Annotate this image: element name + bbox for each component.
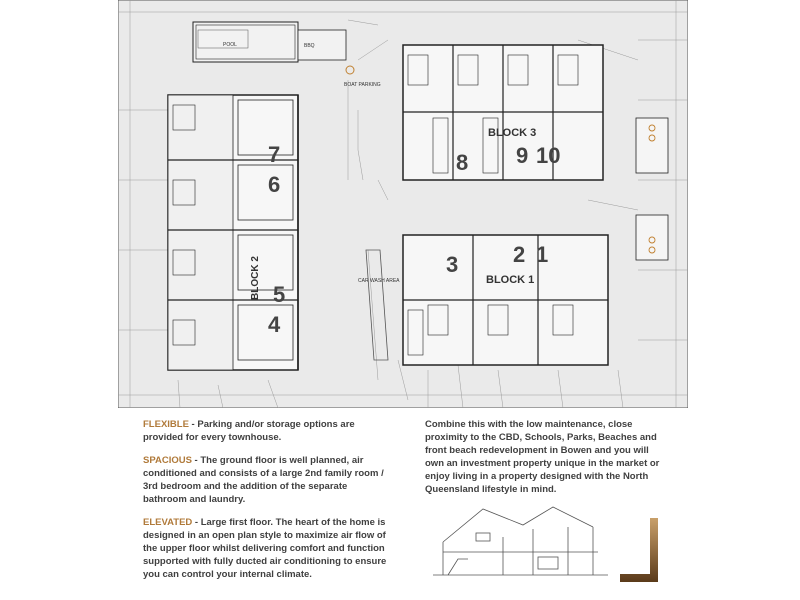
summary-text: Combine this with the low maintenance, close proximity to the CBD, Schools, Parks, Beaches and front beach redevelopment in Bowen and you will own an investment property unique in the market or enjoy living in a property designed with the North Queensland lifestyle in mind. — [425, 419, 660, 495]
pool-label: POOL — [223, 42, 237, 48]
feature-keyword: ELEVATED — [143, 517, 193, 528]
block-1-label: BLOCK 1 — [486, 274, 535, 286]
feature-text: - Parking and/or storage options are provided for every townhouse. — [143, 419, 355, 443]
unit-7: 7 — [268, 142, 281, 167]
bbq-label: BBQ — [304, 43, 315, 49]
feature-spacious — [143, 454, 388, 506]
feature-text: - The ground floor is well planned, air conditioned and consists of a large 2nd family room / 3rd bedroom and the addition of the separate bathroom and laundry. — [143, 455, 384, 505]
block-2-label: BLOCK 2 — [250, 256, 261, 300]
building-section-drawing — [428, 497, 613, 582]
feature-keyword: FLEXIBLE — [143, 419, 189, 430]
unit-8: 8 — [456, 150, 469, 175]
feature-text: - Large first floor. The heart of the home is designed in an open plan style to maximize air flow of the upper floor whilst delivering comfort and function supported with fully ducted air conditioning to ensure you can control your internal climate. — [143, 517, 387, 580]
site-plan — [118, 0, 688, 408]
unit-2: 2 — [513, 242, 526, 267]
unit-1: 1 — [536, 242, 549, 267]
features-column — [143, 418, 388, 591]
car-wash-label: CAR WASH AREA — [358, 278, 400, 284]
unit-5: 5 — [273, 282, 286, 307]
summary-column — [425, 418, 670, 506]
unit-10: 10 — [536, 143, 561, 168]
unit-6: 6 — [268, 172, 281, 197]
block-1 — [403, 235, 608, 365]
block-3 — [403, 45, 603, 180]
block-3-label: BLOCK 3 — [488, 127, 537, 139]
unit-3: 3 — [446, 252, 459, 277]
feature-flexible — [143, 418, 388, 444]
unit-9: 9 — [516, 143, 529, 168]
boat-parking-label: BOAT PARKING — [344, 82, 381, 88]
feature-keyword: SPACIOUS — [143, 455, 192, 466]
corner-bracket-ornament — [620, 518, 660, 582]
feature-elevated — [143, 516, 388, 581]
unit-4: 4 — [268, 312, 281, 337]
